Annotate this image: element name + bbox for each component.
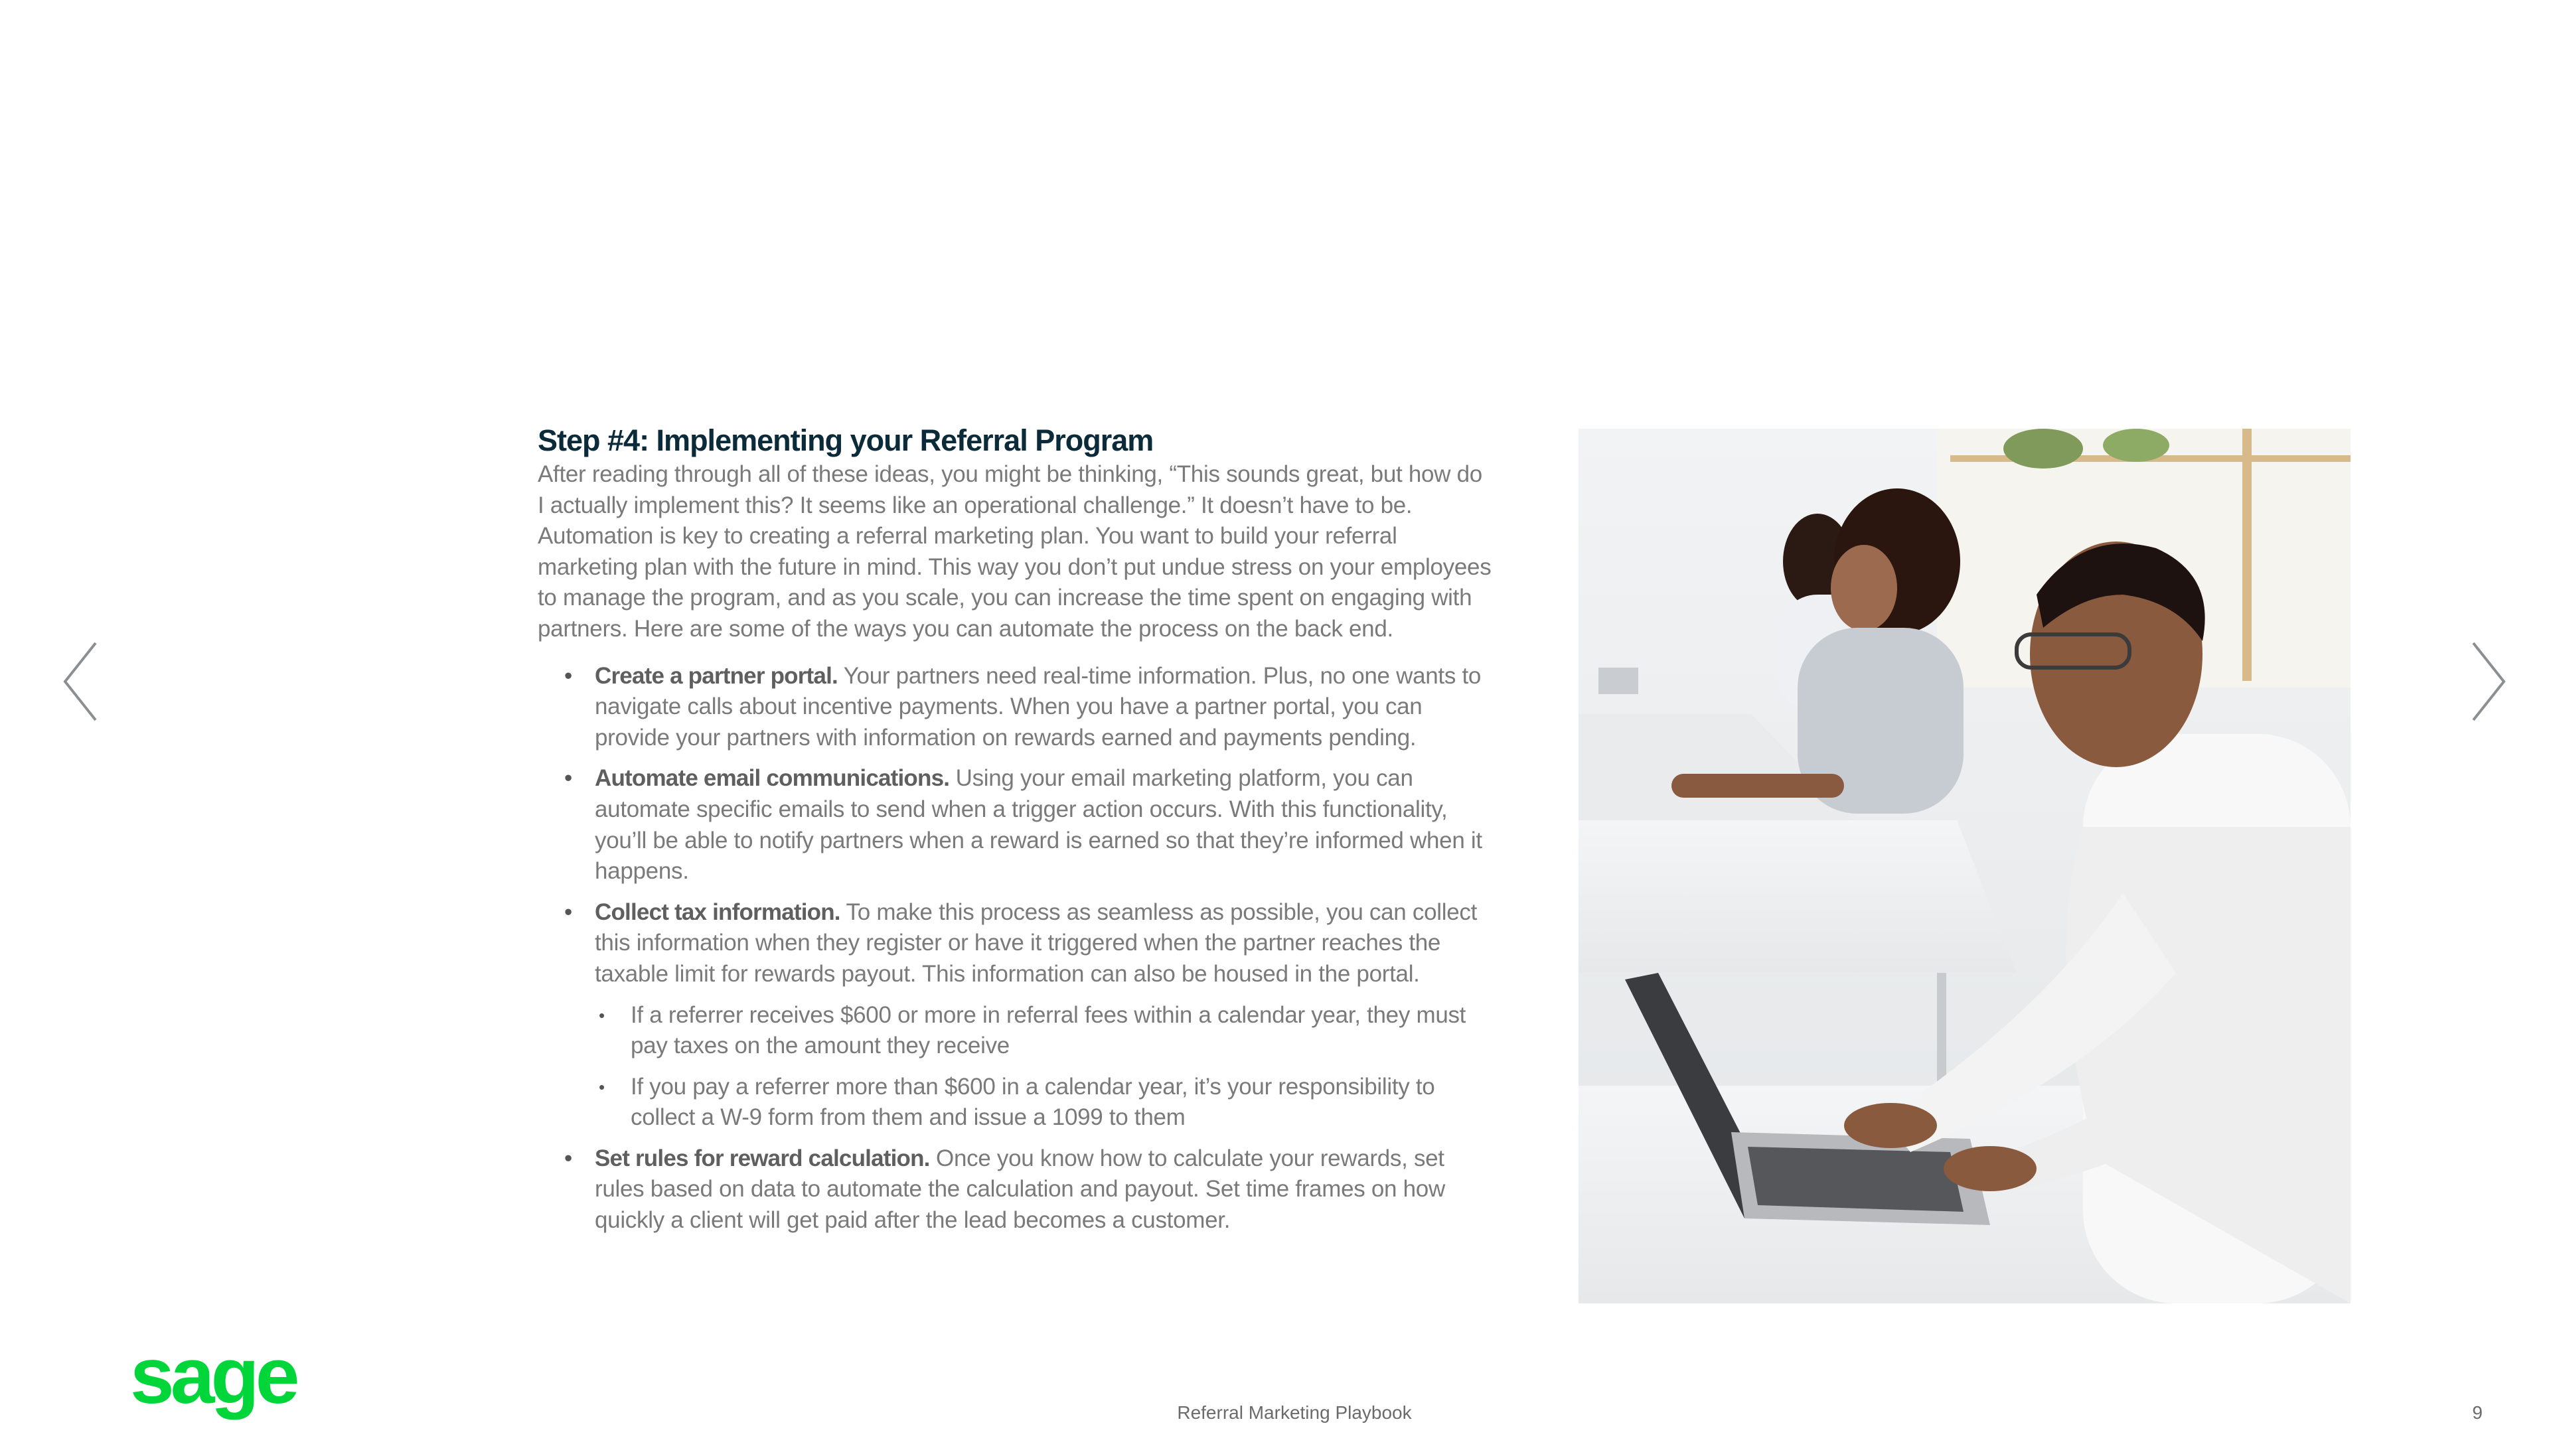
bullet-text: Once you know how to calculate your rewards, set rules based on data to automate the calculation and payout. Set time frames on how quickly a client will get paid after the lead becomes a customer. — [595, 1145, 1445, 1234]
article — [538, 422, 1494, 1246]
list-item — [538, 897, 1494, 1133]
page-heading: Step #4: Implementing your Referral Program — [538, 423, 1154, 457]
previous-page-button[interactable] — [61, 640, 101, 723]
page-number: 9 — [2472, 1402, 2483, 1423]
chevron-left-icon — [61, 640, 101, 723]
bullet-lead: Create a partner portal. — [595, 662, 838, 689]
chevron-right-icon — [2468, 640, 2508, 723]
bullet-text: Using your email marketing platform, you can automate specific emails to send when a trigger action occurs. With this functionality, you’ll be able to notify partners when a reward is earned so that they’re informed when it happens. — [595, 765, 1482, 885]
automation-list — [538, 661, 1494, 1236]
bullet-lead: Set rules for reward calculation. — [595, 1145, 930, 1171]
office-photo — [1579, 429, 2351, 1303]
next-page-button[interactable] — [2468, 640, 2508, 723]
list-item — [538, 1143, 1494, 1236]
tax-sublist — [595, 1000, 1494, 1133]
intro-paragraph: After reading through all of these ideas, you might be thinking, “This sounds great, but how do I actually implement this? It seems like an operational challenge.” It doesn’t have to be. Automation is key to creating a referral marketing plan. You want to build your referral marketing plan with the future in mind. This way you don’t put undue stress on your employees to manage the program, and as you scale, you can increase the time spent on engaging with partners. Here are some of the ways you can automate the process on the back end. — [538, 461, 1492, 642]
sage-logo: sage — [130, 1331, 296, 1420]
list-item — [538, 763, 1494, 887]
bullet-lead: Automate email communications. — [595, 765, 950, 792]
bullet-lead: Collect tax information. — [595, 899, 840, 925]
list-item — [538, 661, 1494, 754]
bullet-text: To make this process as seamless as possible, you can collect this information when they register or have it triggered when the partner reaches the taxable limit for rewards payout. This information can also be housed in the portal. — [595, 899, 1477, 987]
footer-title: Referral Marketing Playbook — [1177, 1402, 1412, 1423]
sub-list-item: • If you pay a referrer more than $600 in a calendar year, it’s your responsibility to collect a W-9 form from them and issue a 1099 to them — [595, 1072, 1494, 1133]
bullet-text: Your partners need real-time information. Plus, no one wants to navigate calls about incentive payments. When you have a partner portal, you can provide your partners with information on rewards earned and payments pending. — [595, 662, 1482, 751]
sub-list-item: • If a referrer receives $600 or more in referral fees within a calendar year, they must pay taxes on the amount they receive — [595, 1000, 1494, 1062]
